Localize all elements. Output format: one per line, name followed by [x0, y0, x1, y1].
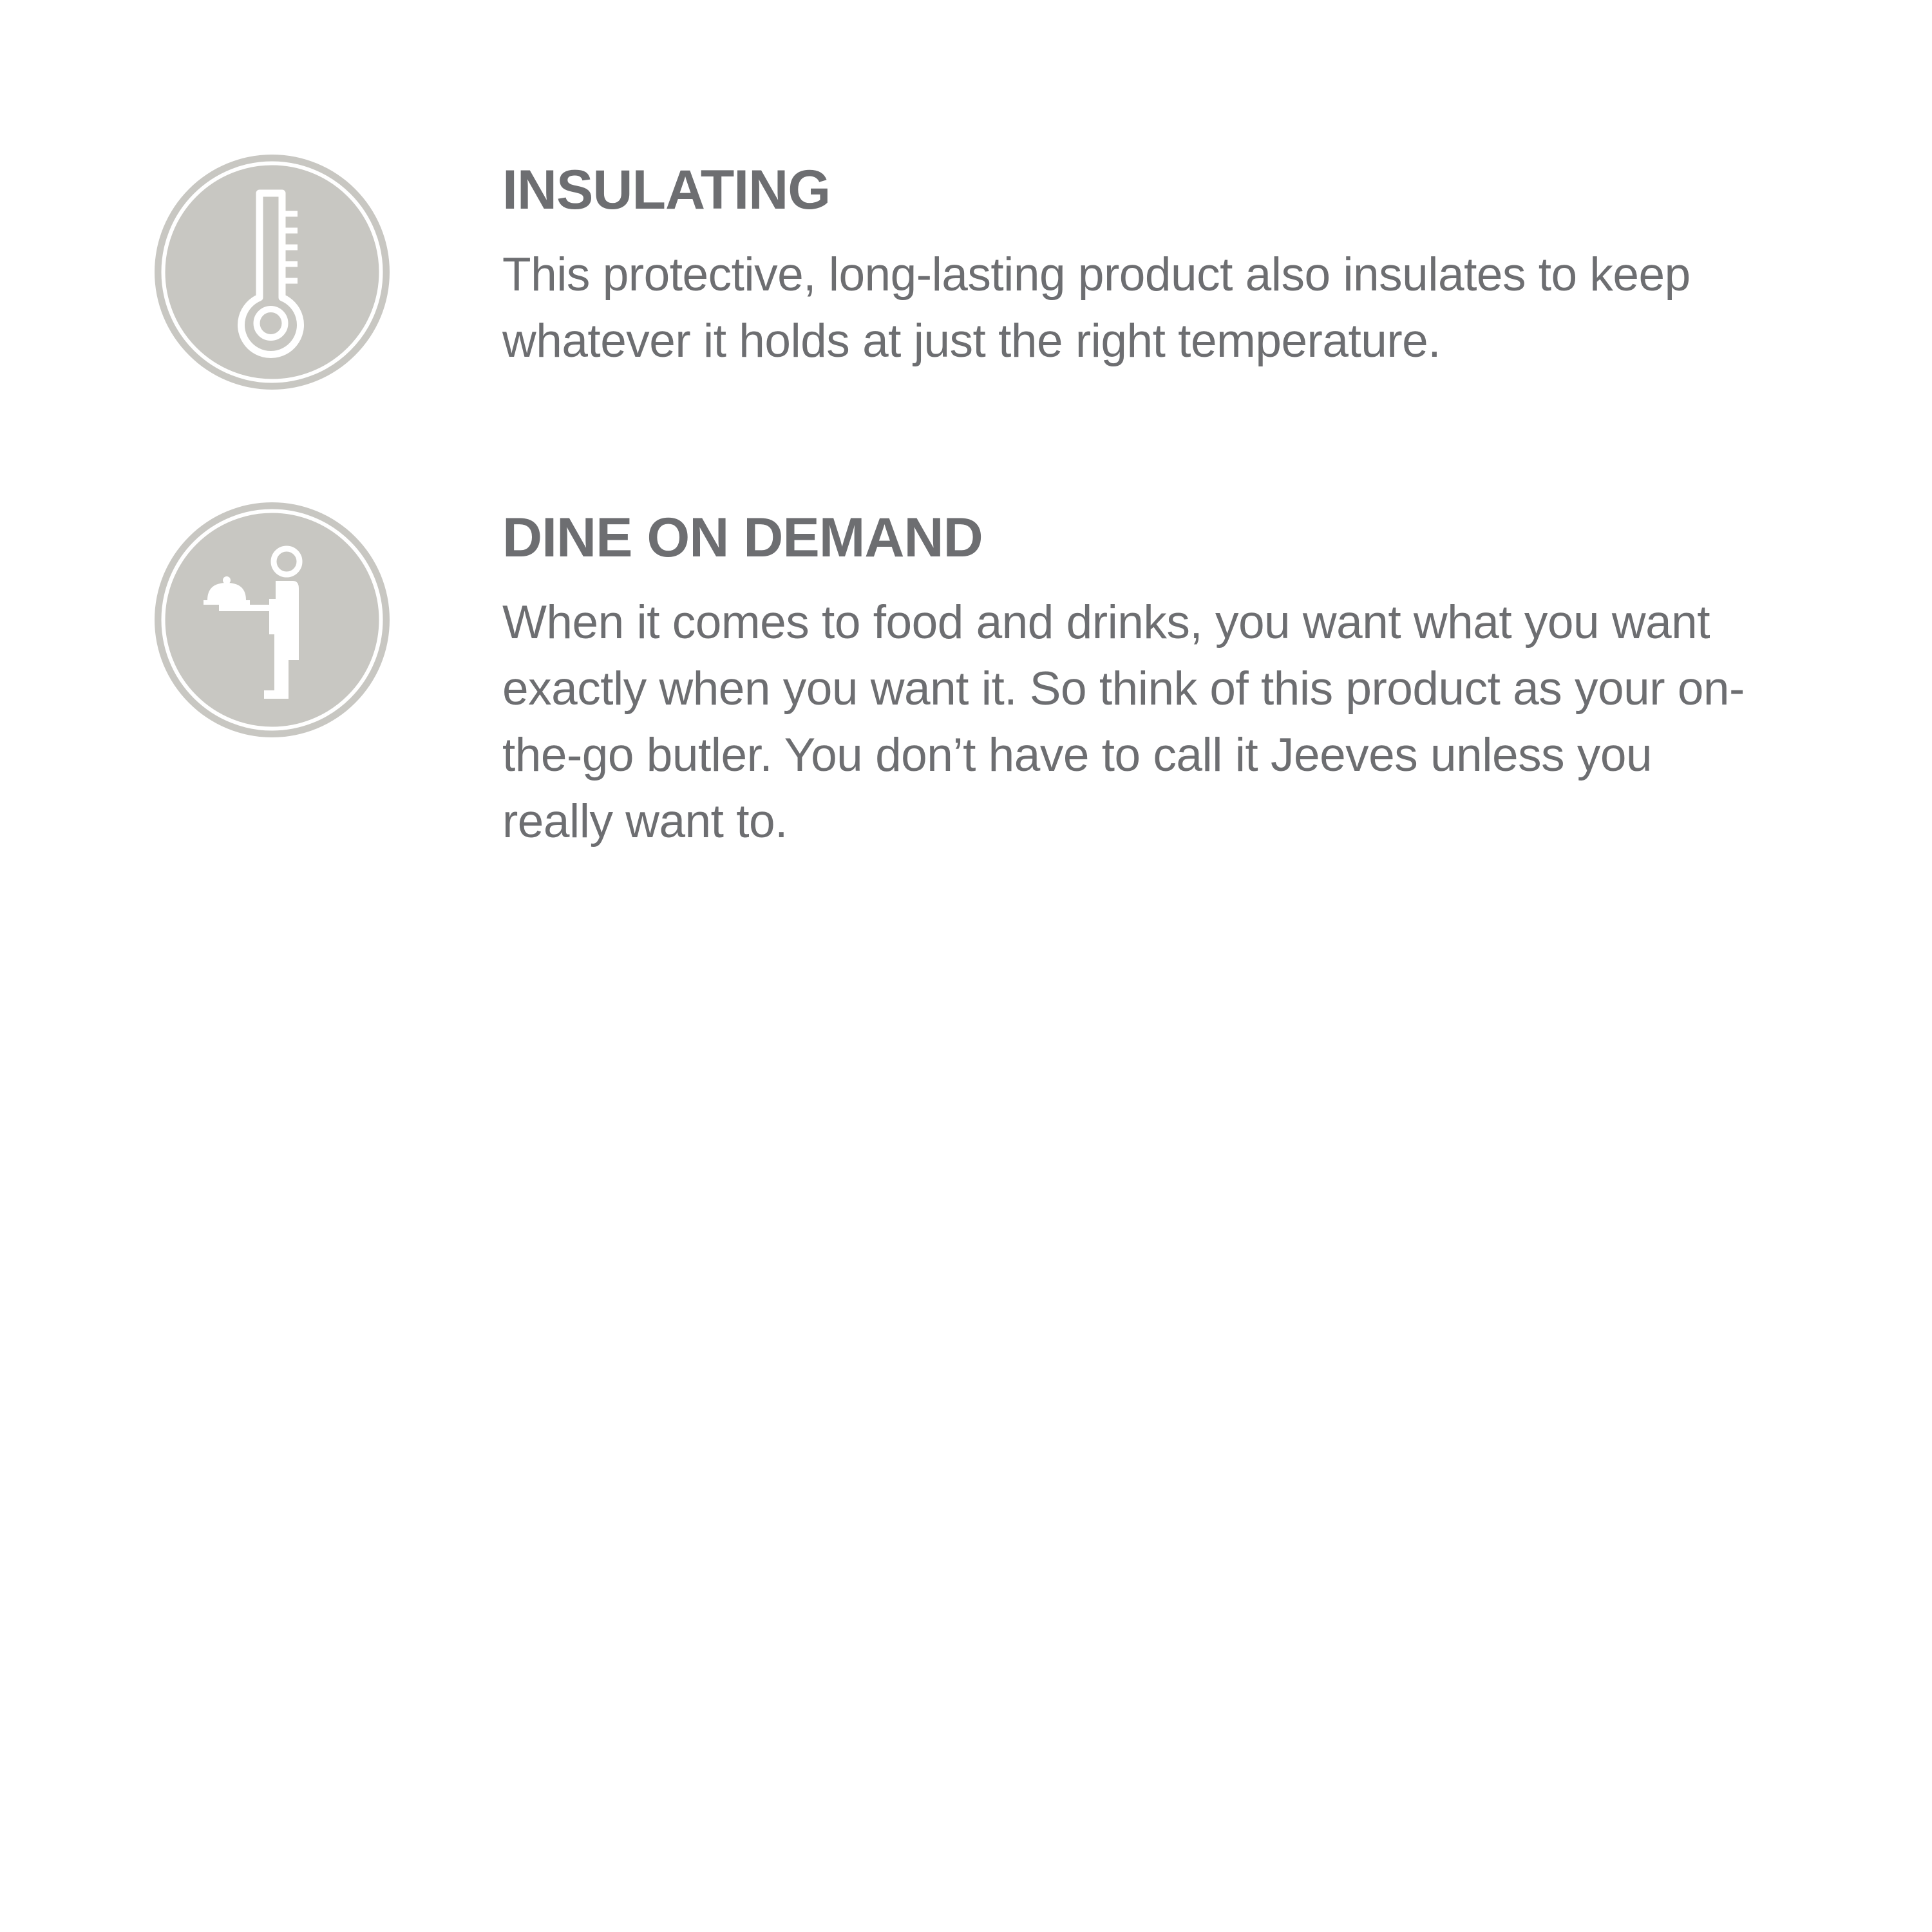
feature-title-dine-on-demand: DINE ON DEMAND	[502, 507, 983, 569]
feature-text-insulating: This protective, long-lasting product also insulates to keep whatever it holds at just the right temperature.	[502, 249, 1690, 367]
feature-text-dine-on-demand: When it comes to food and drinks, you want what you want exactly when you want it. So think of this product as your on-the-go butler. You don’t have to call it Jeeves unless you really want to.	[502, 596, 1745, 848]
butler-icon	[155, 502, 390, 737]
feature-title-insulating: INSULATING	[502, 159, 831, 221]
thermometer-icon	[155, 155, 390, 390]
